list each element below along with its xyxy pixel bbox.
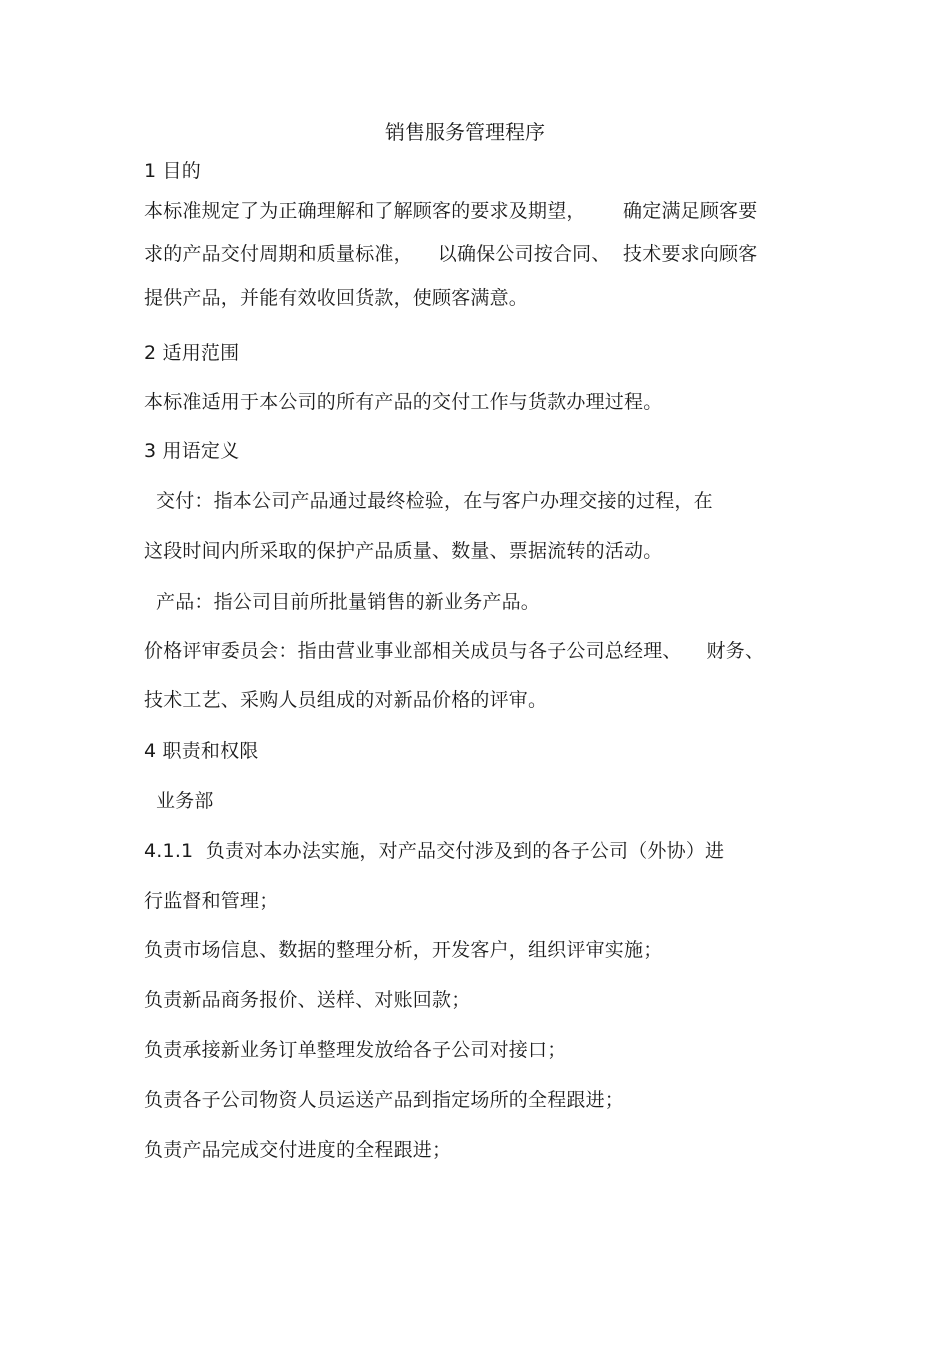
responsibility-line: 负责市场信息、数据的整理分析，开发客户，组织评审实施； [144,939,663,961]
paragraph-line: 求的产品交付周期和质量标准， 以确保公司按合同、 技术要求向顾客 [144,243,758,265]
definition-line: 这段时间内所采取的保护产品质量、数量、票据流转的活动。 [144,540,663,562]
responsibility-line: 负责新品商务报价、送样、对账回款； [144,989,471,1011]
responsibility-line: 4.1.1 负责对本办法实施，对产品交付涉及到的各子公司（外协）进 [144,840,725,862]
subsection-heading: 业务部 [156,790,214,812]
definition-line: 交付：指本公司产品通过最终检验，在与客户办理交接的过程，在 [156,490,713,512]
responsibility-line: 行监督和管理； [144,890,279,912]
responsibility-line: 负责各子公司物资人员运送产品到指定场所的全程跟进； [144,1089,625,1111]
section-heading-purpose: 1 目的 [144,160,201,182]
responsibility-line: 负责承接新业务订单整理发放给各子公司对接口； [144,1039,567,1061]
paragraph-line: 本标准规定了为正确理解和了解顾客的要求及期望， 确定满足顾客要 [144,200,758,222]
paragraph-line: 本标准适用于本公司的所有产品的交付工作与货款办理过程。 [144,391,663,413]
definition-line: 技术工艺、采购人员组成的对新品价格的评审。 [144,689,548,711]
section-heading-definitions: 3 用语定义 [144,440,240,462]
document-title: 销售服务管理程序 [385,120,545,144]
responsibility-line: 负责产品完成交付进度的全程跟进； [144,1139,452,1161]
section-heading-scope: 2 适用范围 [144,342,240,364]
definition-line: 价格评审委员会：指由营业事业部相关成员与各子公司总经理、 财务、 [144,640,765,662]
section-heading-responsibilities: 4 职责和权限 [144,740,259,762]
paragraph-line: 提供产品，并能有效收回货款，使顾客满意。 [144,287,529,309]
definition-line: 产品：指公司目前所批量销售的新业务产品。 [156,591,541,613]
